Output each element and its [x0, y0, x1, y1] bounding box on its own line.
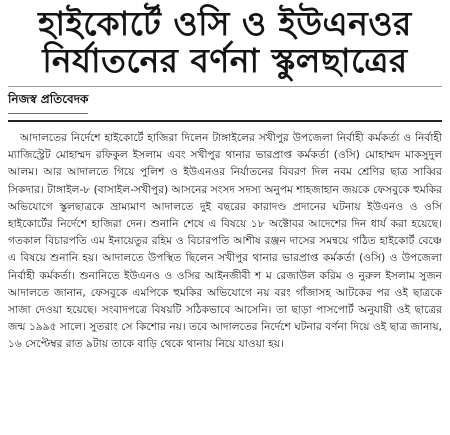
- article-body: আদালতের নির্দেশে হাইকোর্টে হাজিরা দিলেন টাঙ্গাইলের সখীপুর উপজেলা নির্বাহী কর্মকর্তা ও নির্বাহী ম্যাজিস্ট্রেট মোহাম্মদ রফিকুল ইসলাম এবং সখীপুর থানার ভারপ্রাপ্ত কর্মকর্তা (ওসি) মোহাম্মদ মাকসুদুল আলম। আর আদালতে গিয়ে পুলিশ ও ইউএনওর নির্যাতনের বিবরণ দিল নবম শ্রেণির ছাত্র সাব্বির সিকদার। টাঙ্গাইল-৮ (বাসাইল-সখীপুর) আসনের সংসদ সদস্য অনুপম শাহজাহান জয়কে ফেসবুকে হুমকির অভিযোগে স্কুলছাত্রকে ভ্রাম্যমাণ আদালতে দুই বছরের কারাদণ্ড প্রদানের ঘটনায় ইউএনও ও ওসি হাইকোর্টের নির্দেশে হাজিরা দেন। শুনানি শেষে এ বিষয়ে ১৮ অক্টোবর আদেশের দিন ধার্য করা হয়েছে। গতকাল বিচারপতি এম ইনায়েতুর রহিম ও বিচারপতি আশীষ রঞ্জন দাসের সমন্বয়ে গঠিত হাইকোর্ট বেঞ্চে এ বিষয়ে শুনানি হয়। আদালতে উপস্থিত ছিলেন সখীপুর থানার ভারপ্রাপ্ত কর্মকর্তা (ওসি) ও উপজেলা নির্বাহী কর্মকর্তা। শুনানিতে ইউএনও ও ওসির আইনজীবী শ ম রেজাউল করিম ও নুরুল ইসলাম সুজন আদালতে জানান, ফেসবুকে এমপিকে হুমকির অভিযোগে নয় বরং গাঁজাসহ আটকের পর ওই ছাত্রকে সাজা দেওয়া হয়েছে। সংবাদপত্রে বিষয়টি সঠিকভাবে আসেনি। তা ছাড়া পাসপোর্ট অনুযায়ী ওই ছাত্রের জন্ম ১৯৯৫ সালে। সুতরাং সে কিশোর নয়। তবে আদালতের নির্দেশে ঘটনার বর্ণনা দিয়ে ওই ছাত্র জানায়, ১৬ সেপ্টেম্বর রাত ৯টায় তাকে বাড়ি থেকে থানায় নিয়ে যাওয়া হয়।: [8, 131, 442, 351]
- headline-line-1: হাইকোর্টে ওসি ও ইউএনওর: [38, 4, 412, 43]
- top-divider: [8, 86, 442, 87]
- body-divider: [8, 120, 442, 122]
- article-headline: [8, 6, 442, 80]
- byline: নিজস্ব প্রতিবেদক: [8, 91, 88, 114]
- headline-line-2: নির্যাতনের বর্ণনা স্কুলছাত্রের: [42, 40, 408, 80]
